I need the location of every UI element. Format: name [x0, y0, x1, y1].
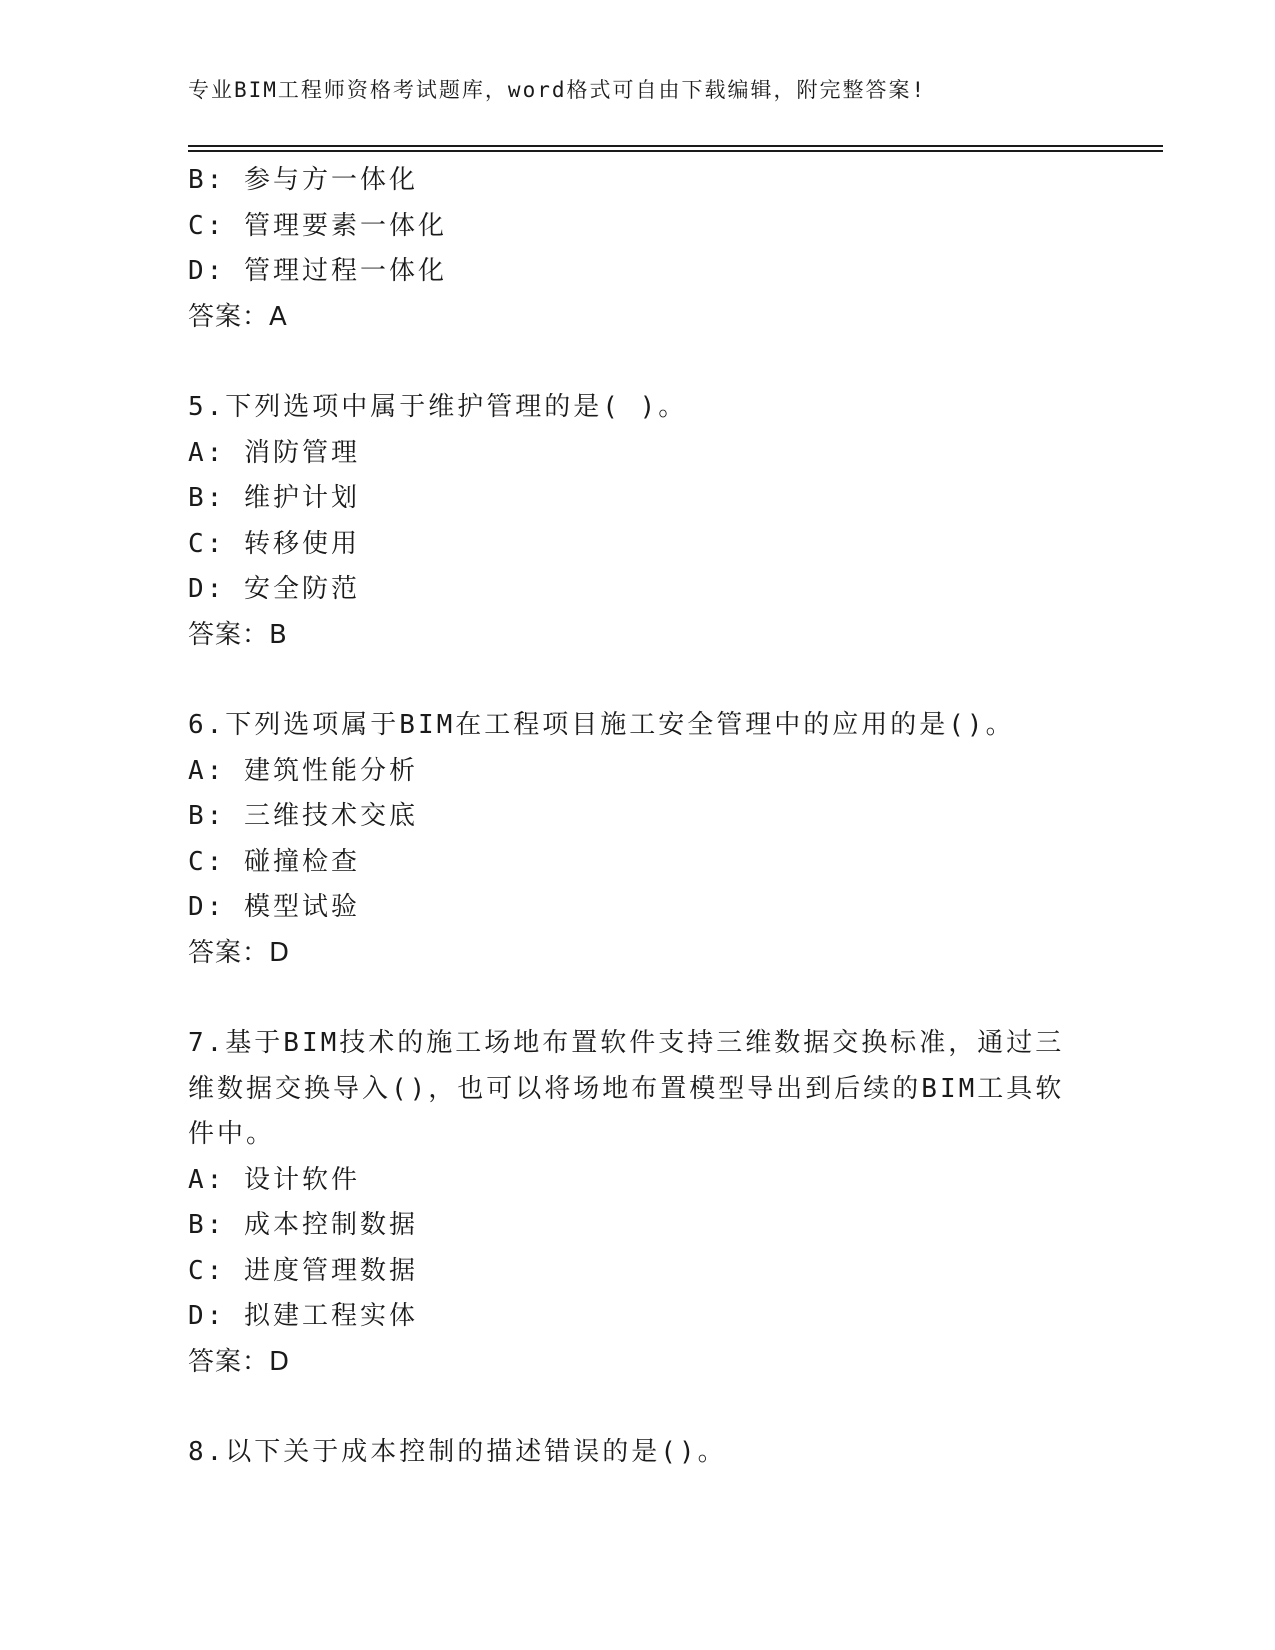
- question-block-6: [188, 703, 1068, 976]
- question-block-5: [188, 385, 1068, 658]
- answer-line: 答案：D: [188, 937, 291, 968]
- option-d: D: 安全防范: [188, 574, 360, 604]
- option-a: A: 消防管理: [188, 437, 360, 468]
- option-a: A: 设计软件: [188, 1164, 360, 1195]
- option-d: D: 模型试验: [188, 892, 360, 922]
- answer-line: 答案：D: [188, 1346, 291, 1377]
- answer-line: 答案：A: [188, 301, 288, 332]
- option-a: A: 建筑性能分析: [188, 755, 418, 786]
- question-stem: 6.下列选项属于BIM在工程项目施工安全管理中的应用的是()。: [188, 710, 1015, 740]
- option-d: D: 拟建工程实体: [188, 1301, 418, 1331]
- header-rule-top: [188, 145, 1163, 147]
- option-b: B: 三维技术交底: [188, 801, 418, 831]
- option-b: B: 参与方一体化: [188, 165, 418, 195]
- question-list: [188, 158, 1068, 1476]
- header-rule-bottom: [188, 150, 1163, 152]
- option-c: C: 碰撞检查: [188, 846, 360, 877]
- option-b: B: 维护计划: [188, 483, 360, 513]
- option-d: D: 管理过程一体化: [188, 256, 447, 286]
- question-stem: 7.基于BIM技术的施工场地布置软件支持三维数据交换标准，通过三维数据交换导入()，也可以将场地布置模型导出到后续的BIM工具软件中。: [188, 1028, 1065, 1149]
- page-header: 专业BIM工程师资格考试题库，word格式可自由下载编辑，附完整答案!: [188, 78, 927, 102]
- option-c: C: 进度管理数据: [188, 1255, 418, 1286]
- option-b: B: 成本控制数据: [188, 1210, 418, 1240]
- question-block-7: [188, 1021, 1068, 1385]
- option-c: C: 转移使用: [188, 528, 360, 559]
- question-block-4: [188, 158, 1068, 340]
- question-stem: 8.以下关于成本控制的描述错误的是()。: [188, 1437, 727, 1467]
- question-block-8: [188, 1430, 1068, 1476]
- option-c: C: 管理要素一体化: [188, 210, 447, 241]
- question-stem: 5.下列选项中属于维护管理的是( )。: [188, 392, 688, 422]
- answer-line: 答案：B: [188, 619, 288, 650]
